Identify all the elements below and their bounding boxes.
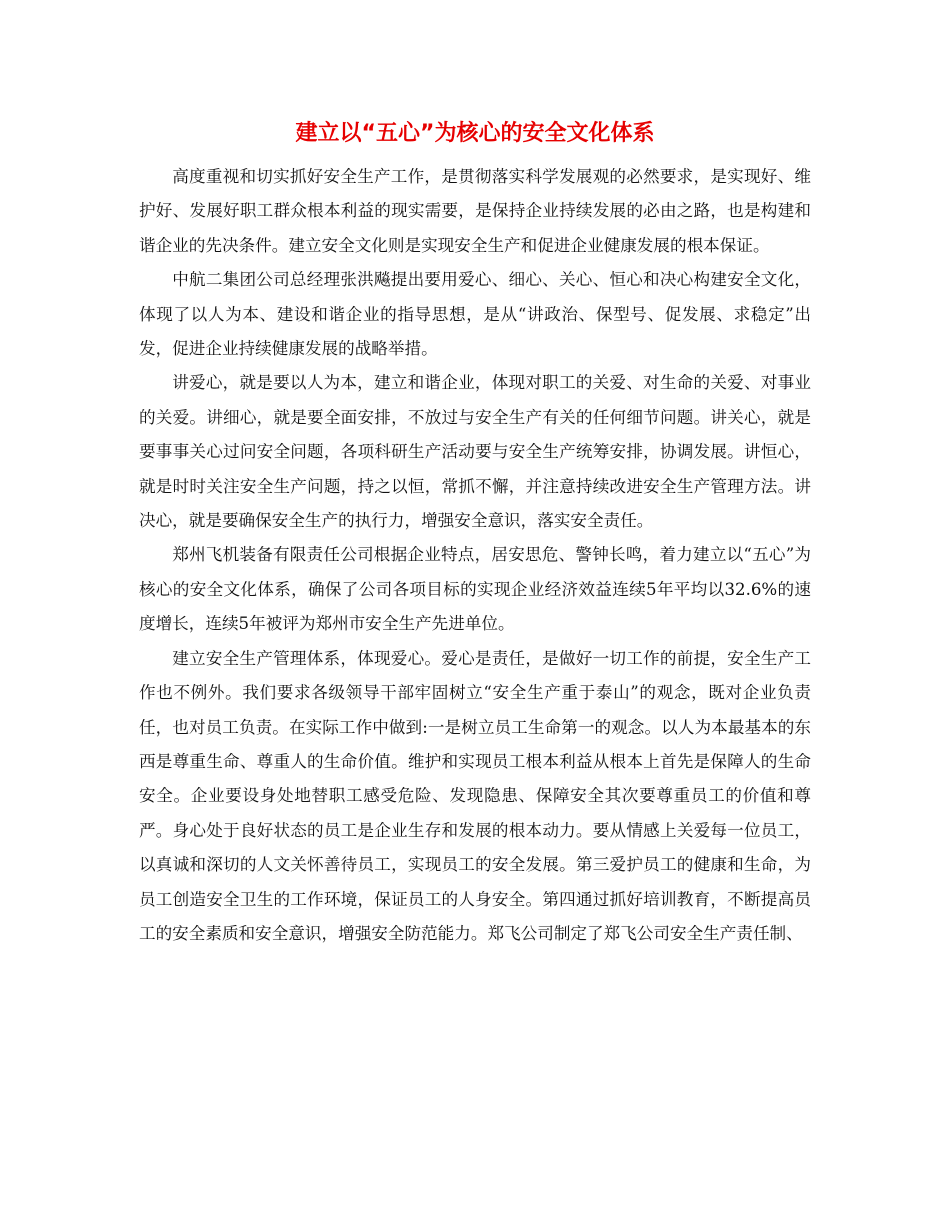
paragraph-5: 建立安全生产管理体系，体现爱心。爱心是责任，是做好一切工作的前提，安全生产工作也不例外。我们要求各级领导干部牢固树立“安全生产重于泰山”的观念，既对企业负责任，也对员工负责。在实际工作中做到:一是树立员工生命第一的观念。以人为本最基本的东西是尊重生命、尊重人的生命价值。维护和实现员工根本利益从根本上首先是保障人的生命安全。企业要设身处地替职工感受危险、发现隐患、保障安全其次要尊重员工的价值和尊严。身心处于良好状态的员工是企业生存和发展的根本动力。要从情感上关爱每一位员工，以真诚和深切的人文关怀善待员工，实现员工的安全发展。第三爱护员工的健康和生命，为员工创造安全卫生的工作环境，保证员工的人身安全。第四通过抓好培训教育，不断提高员工的安全素质和安全意识，增强安全防范能力。郑飞公司制定了郑飞公司安全生产责任制、 xyxy=(139,648,811,943)
document-body xyxy=(139,160,811,951)
paragraph-1: 高度重视和切实抓好安全生产工作，是贯彻落实科学发展观的必然要求，是实现好、维护好、发展好职工群众根本利益的现实需要，是保持企业持续发展的必由之路，也是构建和谐企业的先决条件。建立安全文化则是实现安全生产和促进企业健康发展的根本保证。 xyxy=(139,167,811,255)
paragraph-4: 郑州飞机装备有限责任公司根据企业特点，居安思危、警钟长鸣，着力建立以“五心”为核心的安全文化体系，确保了公司各项目标的实现企业经济效益连续5年平均以32.6%的速度增长，连续5年被评为郑州市安全生产先进单位。 xyxy=(139,545,811,634)
paragraph-2: 中航二集团公司总经理张洪飚提出要用爱心、细心、关心、恒心和决心构建安全文化，体现了以人为本、建设和谐企业的指导思想，是从“讲政治、保型号、促发展、求稳定”出发，促进企业持续健康发展的战略举措。 xyxy=(139,270,811,359)
document-title: 建立以“五心”为核心的安全文化体系 xyxy=(295,121,655,146)
paragraph-3: 讲爱心，就是要以人为本，建立和谐企业，体现对职工的关爱、对生命的关爱、对事业的关爱。讲细心，就是要全面安排，不放过与安全生产有关的任何细节问题。讲关心，就是要事事关心过问安全问题，各项科研生产活动要与安全生产统筹安排，协调发展。讲恒心，就是时时关注安全生产问题，持之以恒，常抓不懈，并注意持续改进安全生产管理方法。讲决心，就是要确保安全生产的执行力，增强安全意识，落实安全责任。 xyxy=(139,373,811,531)
